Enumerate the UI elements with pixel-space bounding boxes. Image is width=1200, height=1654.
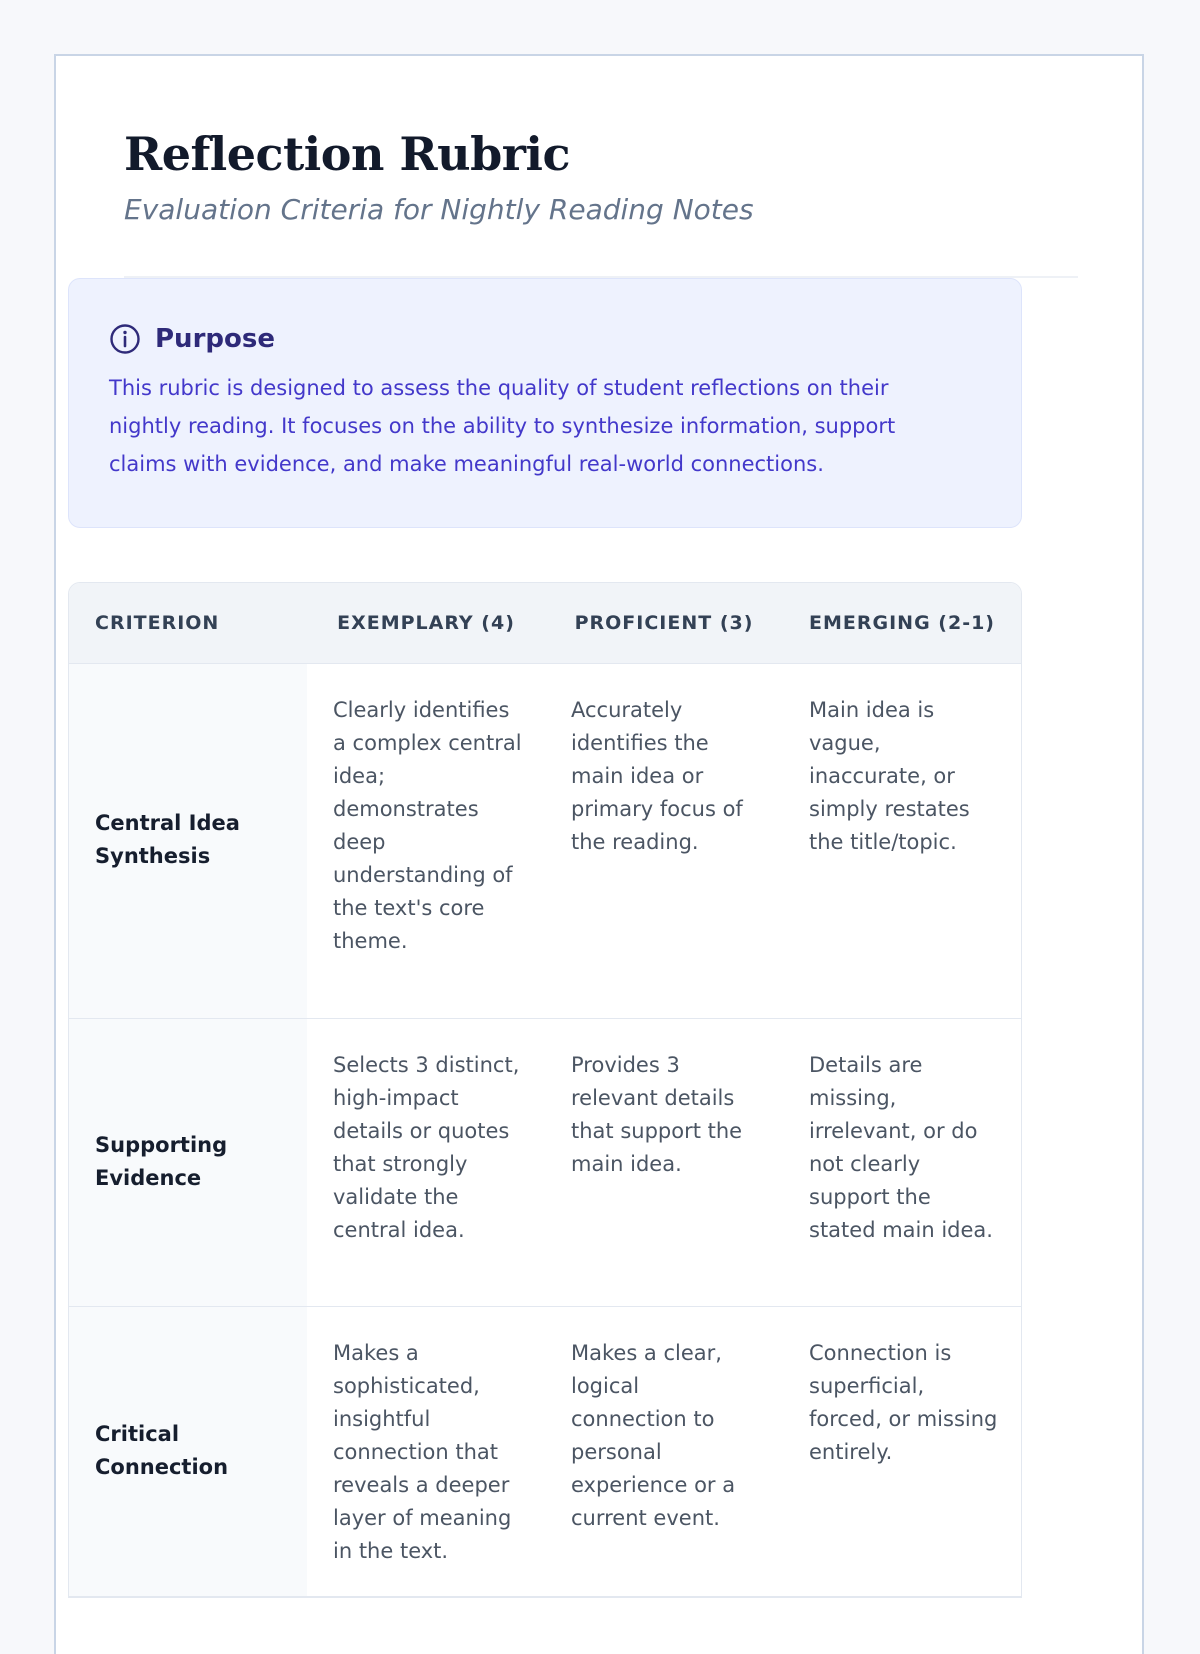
table-row — [69, 664, 1021, 1019]
purpose-title: Purpose — [155, 324, 275, 354]
document-header — [124, 126, 1078, 278]
column-header-exemplary: EXEMPLARY (4) — [307, 583, 545, 664]
column-header-emerging: EMERGING (2-1) — [783, 583, 1021, 664]
criterion-cell: Supporting Evidence — [69, 1019, 307, 1307]
page-subtitle: Evaluation Criteria for Nightly Reading Notes — [124, 193, 754, 226]
proficient-cell: Accurately identifies the main idea or primary focus of the reading. — [545, 664, 783, 1019]
exemplary-cell: Selects 3 distinct, high-impact details or quotes that strongly validate the central idea. — [307, 1019, 545, 1307]
criterion-cell: Critical Connection — [69, 1307, 307, 1597]
column-header-criterion: CRITERION — [69, 583, 307, 664]
emerging-cell: Connection is superficial, forced, or missing entirely. — [783, 1307, 1021, 1597]
emerging-cell: Main idea is vague, inaccurate, or simply restates the title/topic. — [783, 664, 1021, 1019]
criterion-cell: Central Idea Synthesis — [69, 664, 307, 1019]
purpose-header — [109, 321, 981, 357]
column-header-proficient: PROFICIENT (3) — [545, 583, 783, 664]
emerging-cell: Details are missing, irrelevant, or do not clearly support the stated main idea. — [783, 1019, 1021, 1307]
proficient-cell: Makes a clear, logical connection to personal experience or a current event. — [545, 1307, 783, 1597]
table-header-row — [69, 583, 1021, 664]
page-title: Reflection Rubric — [124, 127, 570, 181]
purpose-text: This rubric is designed to assess the quality of student reflections on their nightly reading. It focuses on the ability to synthesize information, support claims with evidence, and make meaningful real-world connections. — [109, 376, 896, 476]
exemplary-cell: Makes a sophisticated, insightful connection that reveals a deeper layer of meaning in the text. — [307, 1307, 545, 1597]
proficient-cell: Provides 3 relevant details that support the main idea. — [545, 1019, 783, 1307]
table-row — [69, 1019, 1021, 1307]
info-circle-icon — [109, 323, 141, 355]
rubric-table — [68, 582, 1022, 1598]
purpose-callout — [68, 278, 1022, 528]
exemplary-cell: Clearly identifies a complex central idea; demonstrates deep understanding of the text's core theme. — [307, 664, 545, 1019]
table-row — [69, 1307, 1021, 1597]
